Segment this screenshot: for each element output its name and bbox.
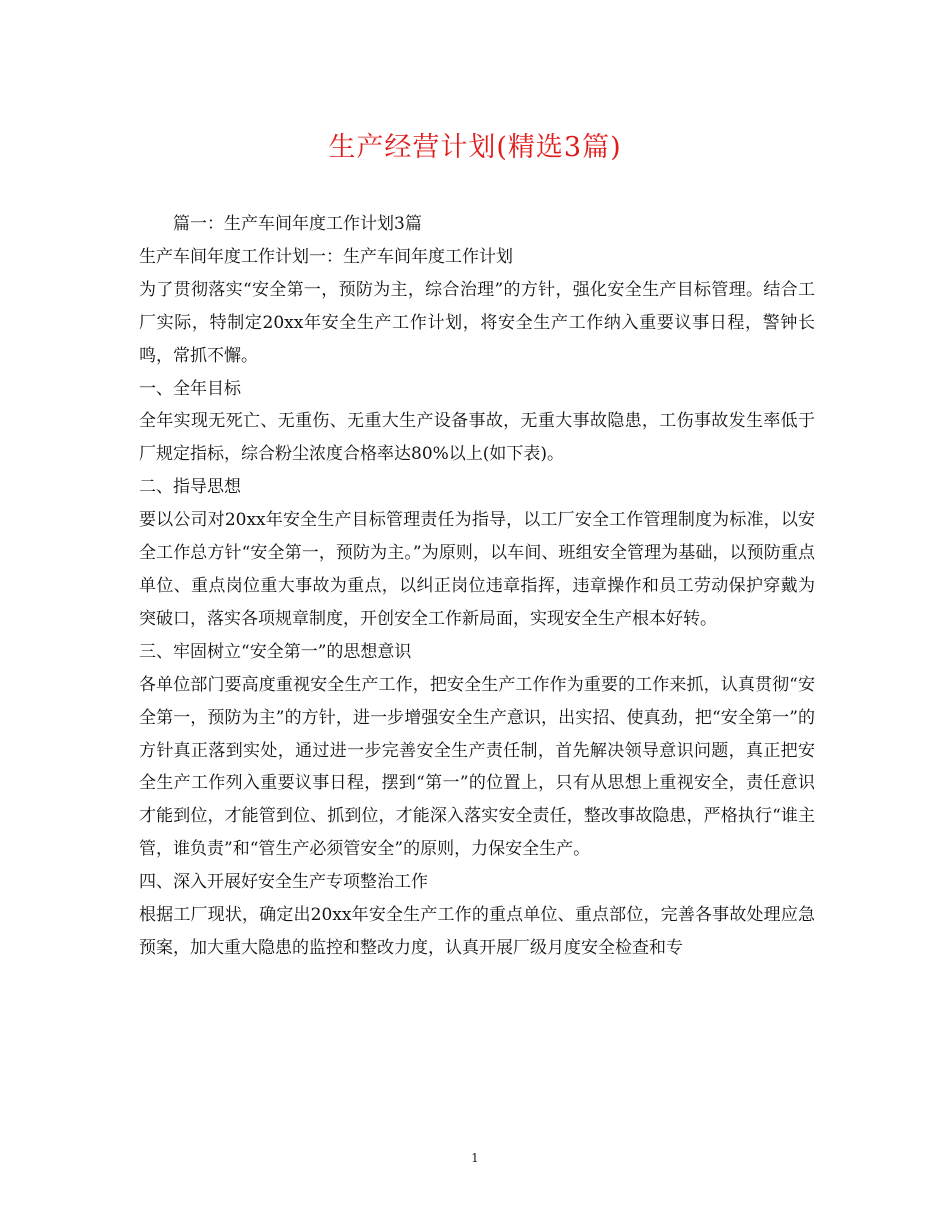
- heading-guiding-principle: 二、指导思想: [139, 477, 241, 498]
- paragraph-section-title: 篇一：生产车间年度工作计划3篇: [173, 214, 422, 234]
- heading-annual-goal: 一、全年目标: [139, 378, 241, 399]
- heading-safety-awareness: 三、牢固树立“安全第一”的思想意识: [139, 641, 412, 662]
- paragraph-subtitle: 生产车间年度工作计划一：生产车间年度工作计划: [139, 246, 513, 267]
- paragraph-safety-awareness: 各单位部门要高度重视安全生产工作，把安全生产工作作为重要的工作来抓，认真贯彻“安全第一，预防为主”的方针，进一步增强安全生产意识，出实招、使真劲，把“安全第一”的方针真正落到实处，通过进一步完善安全生产责任制，首先解决领导意识问题，真正把安全生产工作列入重要议事日程，摆到“第一”的位置上，只有从思想上重视安全，责任意识才能到位，才能管到位、抓到位，才能深入落实安全责任，整改事故隐患，严格执行“谁主管，谁负责”和“管生产必须管安全”的原则，力保安全生产。: [139, 674, 815, 860]
- page-number: 1: [471, 1151, 479, 1165]
- document-body: [139, 208, 815, 965]
- heading-special-rectification: 四、深入开展好安全生产专项整治工作: [139, 872, 428, 893]
- document-title: 生产经营计划(精选3篇): [328, 132, 622, 163]
- paragraph-guiding-principle: 要以公司对20xx年安全生产目标管理责任为指导，以工厂安全工作管理制度为标准，以安全工作总方针“安全第一，预防为主。”为原则，以车间、班组安全管理为基础，以预防重点单位、重点岗位重大事故为重点，以纠正岗位违章指挥，违章操作和员工劳动保护穿戴为突破口，落实各项规章制度，开创安全工作新局面，实现安全生产根本好转。: [139, 510, 815, 629]
- paragraph-annual-goal: 全年实现无死亡、无重伤、无重大生产设备事故，无重大事故隐患，工伤事故发生率低于厂规定指标，综合粉尘浓度合格率达80%以上(如下表)。: [139, 411, 815, 465]
- paragraph-special-rectification: 根据工厂现状，确定出20xx年安全生产工作的重点单位、重点部位，完善各事故处理应急预案，加大重大隐患的监控和整改力度，认真开展厂级月度安全检查和专: [139, 905, 815, 958]
- paragraph-intro: 为了贯彻落实“安全第一，预防为主，综合治理”的方针，强化安全生产目标管理。结合工厂实际，特制定20xx年安全生产工作计划，将安全生产工作纳入重要议事日程，警钟长鸣，常抓不懈。: [139, 279, 815, 366]
